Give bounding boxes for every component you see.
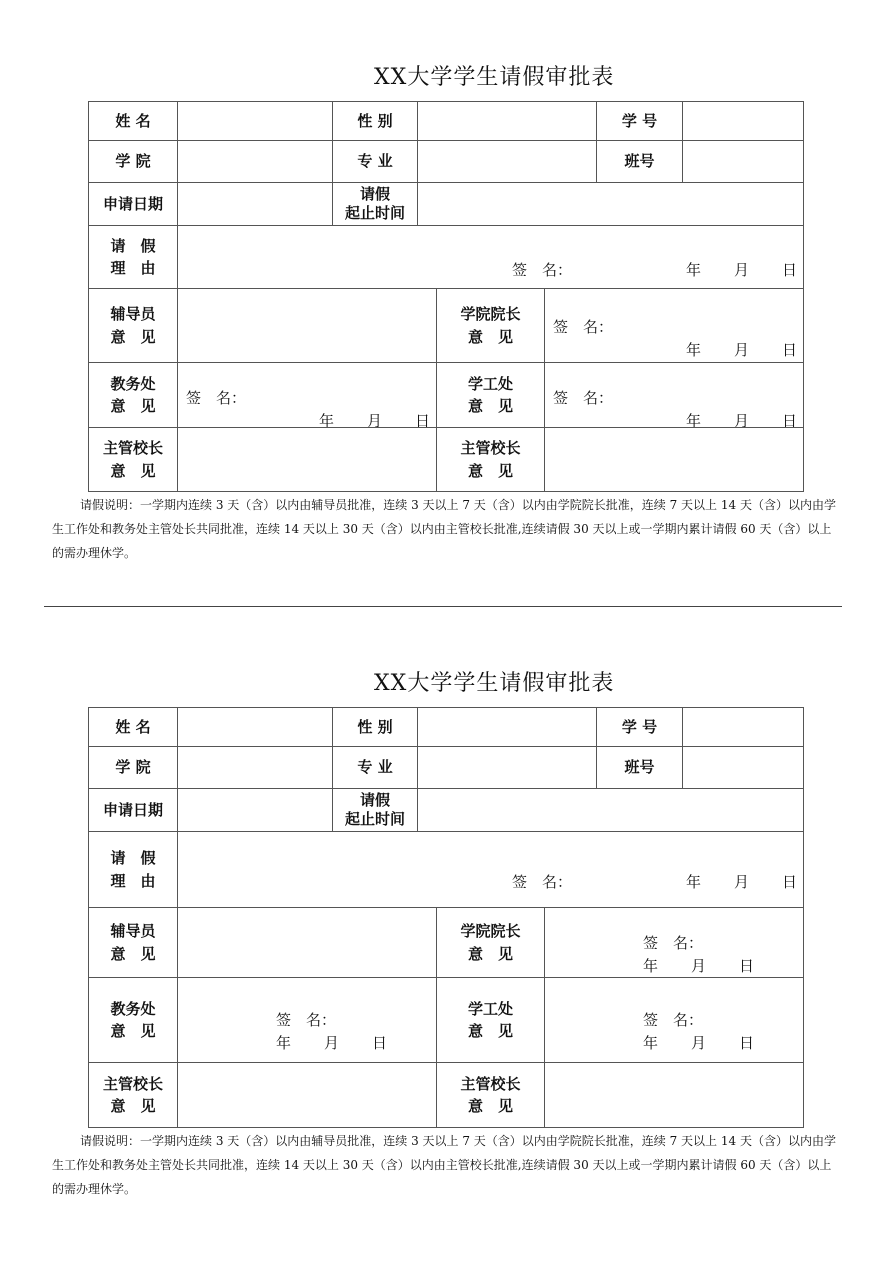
dean-label [436, 288, 545, 363]
dean-label-line1: 学院院长 [460, 922, 521, 940]
reason-label [88, 225, 178, 289]
vp-label-2-line2: 意 见 [467, 1097, 513, 1115]
leave-note-text: 请假说明：一学期内连续 3 天（含）以内由辅导员批准，连续 3 天以上 7 天（含）以内由学院院长批准，连续 7 天以上 14 天（含）以内由学生工作处和教务处主管处长共同批准，连续 14 天以上 30 天（含）以内由主管校长批准,连续请假 30 天以上或一学期内累计请假 60 天（含）以上的需办理休学。 [52, 498, 836, 560]
leave-period-label [332, 788, 418, 832]
vp-label-line1: 主管校长 [102, 439, 163, 457]
reason-month-label: 月 [734, 261, 750, 279]
academic-year-label: 年 [276, 1034, 292, 1052]
reason-field[interactable] [177, 225, 804, 289]
divider-line [44, 606, 842, 607]
student-id-label: 学 号 [596, 101, 683, 141]
reason-label-line1: 请 假 [110, 849, 156, 867]
reason-label-line1: 请 假 [110, 236, 156, 255]
student-affairs-label [436, 977, 545, 1063]
vp-label-2 [436, 1062, 545, 1128]
major-field[interactable] [417, 746, 597, 789]
gender-label: 性 别 [332, 101, 418, 141]
class-label: 班号 [596, 140, 683, 183]
college-field[interactable] [177, 140, 333, 183]
vp-label-line2: 意 见 [110, 1097, 156, 1115]
vp-opinion-field[interactable] [177, 427, 437, 492]
dean-opinion-field[interactable] [544, 907, 804, 978]
dean-label-line1: 学院院长 [460, 305, 521, 323]
student-affairs-label [436, 362, 545, 428]
dean-day-label: 日 [739, 957, 755, 975]
reason-field[interactable] [177, 831, 804, 908]
class-field[interactable] [682, 140, 804, 183]
academic-affairs-label-line1: 教务处 [110, 374, 156, 393]
name-field[interactable] [177, 707, 333, 747]
college-field[interactable] [177, 746, 333, 789]
dean-sign-label: 签 名： [553, 318, 614, 336]
academic-month-label: 月 [367, 412, 383, 428]
major-label: 专 业 [332, 746, 418, 789]
vp-label-2-line2: 意 见 [467, 461, 513, 480]
leave-period-label-line1: 请假 [359, 791, 390, 810]
student-affairs-label-line1: 学工处 [467, 999, 513, 1018]
student-affairs-opinion-field[interactable] [544, 362, 804, 428]
major-label: 专 业 [332, 140, 418, 183]
form-title: XX大学学生请假审批表 [374, 65, 615, 90]
reason-day-label: 日 [782, 261, 798, 279]
leave-period-field[interactable] [417, 788, 804, 832]
counselor-label-line1: 辅导员 [110, 922, 156, 940]
academic-affairs-label-line1: 教务处 [110, 999, 156, 1018]
college-label: 学 院 [88, 746, 178, 789]
class-label: 班号 [596, 746, 683, 789]
reason-label-line2: 理 由 [110, 259, 156, 277]
reason-month-label: 月 [734, 873, 750, 891]
dean-month-label: 月 [691, 957, 707, 975]
academic-month-label: 月 [324, 1034, 340, 1052]
gender-label: 性 别 [332, 707, 418, 747]
leave-note-text: 请假说明：一学期内连续 3 天（含）以内由辅导员批准，连续 3 天以上 7 天（含）以内由学院院长批准，连续 7 天以上 14 天（含）以内由学生工作处和教务处主管处长共同批准，连续 14 天以上 30 天（含）以内由主管校长批准,连续请假 30 天以上或一学期内累计请假 60 天（含）以上的需办理休学。 [52, 1134, 836, 1196]
academic-day-label: 日 [415, 412, 431, 428]
gender-field[interactable] [417, 707, 597, 747]
student-affairs-month-label: 月 [691, 1034, 707, 1052]
leave-period-label [332, 182, 418, 226]
student-id-label: 学 号 [596, 707, 683, 747]
student-id-field[interactable] [682, 707, 804, 747]
vp-opinion-field-2[interactable] [544, 1062, 804, 1128]
student-affairs-day-label: 日 [739, 1034, 755, 1052]
leave-period-field[interactable] [417, 182, 804, 226]
dean-label-line2: 意 见 [467, 944, 513, 963]
student-affairs-opinion-field[interactable] [544, 977, 804, 1063]
student-affairs-month-label: 月 [734, 412, 750, 428]
academic-year-label: 年 [319, 412, 335, 428]
academic-affairs-opinion-field[interactable] [177, 977, 437, 1063]
dean-label [436, 907, 545, 978]
student-affairs-label-line1: 学工处 [467, 374, 513, 393]
academic-sign-label: 签 名： [276, 1011, 337, 1029]
academic-affairs-label-line2: 意 见 [110, 1022, 156, 1040]
vp-opinion-field-2[interactable] [544, 427, 804, 492]
student-affairs-sign-label: 签 名： [553, 389, 614, 407]
counselor-opinion-field[interactable] [177, 907, 437, 978]
counselor-label [88, 907, 178, 978]
student-affairs-year-label: 年 [686, 412, 702, 428]
vp-opinion-field[interactable] [177, 1062, 437, 1128]
leave-note [52, 1129, 842, 1201]
leave-period-label-line2: 起止时间 [344, 810, 405, 828]
gender-field[interactable] [417, 101, 597, 141]
reason-year-label: 年 [686, 873, 702, 891]
vp-label [88, 1062, 178, 1128]
counselor-opinion-field[interactable] [177, 288, 437, 363]
reason-label-line2: 理 由 [110, 871, 156, 890]
major-field[interactable] [417, 140, 597, 183]
academic-day-label: 日 [372, 1034, 388, 1052]
reason-sign-label: 签 名： [512, 873, 573, 891]
dean-month-label: 月 [734, 341, 750, 359]
apply-date-label: 申请日期 [88, 182, 178, 226]
vp-label-line2: 意 见 [110, 461, 156, 480]
dean-label-line2: 意 见 [467, 327, 513, 346]
counselor-label-line2: 意 见 [110, 327, 156, 346]
reason-day-label: 日 [782, 873, 798, 891]
leave-period-label-line1: 请假 [359, 185, 390, 204]
dean-day-label: 日 [782, 341, 798, 359]
vp-label-2-line1: 主管校长 [460, 1074, 521, 1093]
apply-date-field[interactable] [177, 182, 333, 226]
vp-label [88, 427, 178, 492]
reason-sign-label: 签 名： [512, 261, 573, 279]
academic-sign-label: 签 名： [186, 389, 247, 407]
vp-label-2-line1: 主管校长 [460, 439, 521, 457]
academic-affairs-label [88, 977, 178, 1063]
reason-label [88, 831, 178, 908]
apply-date-label: 申请日期 [88, 788, 178, 832]
student-affairs-sign-label: 签 名： [643, 1011, 704, 1029]
name-label: 姓 名 [88, 707, 178, 747]
class-field[interactable] [682, 746, 804, 789]
dean-sign-label: 签 名： [643, 934, 704, 952]
dean-opinion-field[interactable] [544, 288, 804, 363]
college-label: 学 院 [88, 140, 178, 183]
counselor-label-line2: 意 见 [110, 944, 156, 963]
reason-year-label: 年 [686, 261, 702, 279]
dean-year-label: 年 [643, 957, 659, 975]
student-affairs-year-label: 年 [643, 1034, 659, 1052]
apply-date-field[interactable] [177, 788, 333, 832]
dean-year-label: 年 [686, 341, 702, 359]
form-title: XX大学学生请假审批表 [374, 671, 615, 696]
student-affairs-label-line2: 意 见 [467, 1022, 513, 1040]
leave-period-label-line2: 起止时间 [344, 204, 405, 222]
name-field[interactable] [177, 101, 333, 141]
academic-affairs-label-line2: 意 见 [110, 397, 156, 415]
counselor-label [88, 288, 178, 363]
student-id-field[interactable] [682, 101, 804, 141]
student-affairs-label-line2: 意 见 [467, 397, 513, 415]
name-label: 姓 名 [88, 101, 178, 141]
academic-affairs-label [88, 362, 178, 428]
academic-affairs-opinion-field[interactable] [177, 362, 437, 428]
vp-label-2 [436, 427, 545, 492]
student-affairs-day-label: 日 [782, 412, 798, 428]
vp-label-line1: 主管校长 [102, 1074, 163, 1093]
counselor-label-line1: 辅导员 [110, 305, 156, 323]
leave-note [52, 493, 842, 565]
